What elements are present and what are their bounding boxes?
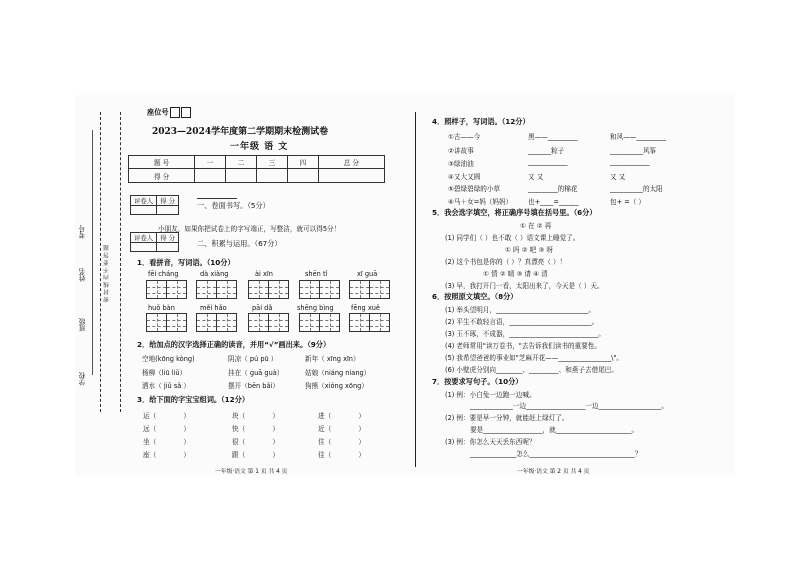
word-pattern-text: 也+ — [528, 198, 541, 206]
reading-choice[interactable]: 狗熊（xiónɡ xōnɡ） — [305, 382, 368, 390]
reading-choice[interactable]: 挂在（ ɡuā ɡuà） — [228, 369, 284, 377]
recite-line[interactable]: (3) 玉不琢，不成器，___________________________。 — [445, 330, 605, 338]
word-building-row[interactable]: 坐（ ） — [143, 438, 191, 446]
binding-number: 考号 — [79, 225, 87, 239]
writing-box[interactable] — [146, 313, 167, 332]
pinyin-label: fēnɡ xuě — [351, 304, 380, 312]
writing-box[interactable] — [166, 313, 187, 332]
word-pattern[interactable]: 又 又 — [528, 173, 544, 181]
sentence-word: 一边 — [585, 402, 599, 410]
question-1: 1．看拼音，写词语。（10分） — [137, 258, 235, 267]
blank-line[interactable]: ____________ — [528, 158, 568, 166]
writing-box[interactable] — [299, 280, 320, 299]
writing-box[interactable] — [268, 313, 289, 332]
page-footer-right: 一年级·语文 第 2 页 共 4 页 — [517, 469, 590, 475]
sentence-blank[interactable]: ______________怎么________________________________？ — [470, 450, 642, 458]
word-char: 远 — [143, 425, 150, 433]
section-2-title: 二、积累与运用。（67分） — [197, 239, 282, 248]
writing-box[interactable] — [349, 313, 370, 332]
grader-score-label: 得 分 — [157, 196, 179, 206]
writing-box[interactable] — [369, 313, 390, 332]
writing-box[interactable] — [299, 313, 320, 332]
word-char: 块 — [232, 412, 239, 420]
score-cell[interactable] — [287, 169, 318, 183]
seat-box — [181, 107, 191, 118]
binding-warning: 密 封 线 内 不 要 答 题 — [104, 245, 110, 303]
example-sentence: (2) 例：要是早一分钟，就能赶上绿灯了。 — [445, 414, 569, 422]
reading-choice[interactable]: 杨柳（liū liǔ） — [142, 369, 187, 377]
score-row-label: 得 分 — [129, 169, 195, 183]
choice-options: ① 在 ② 再 — [520, 222, 552, 230]
page-divider — [415, 112, 416, 467]
sentence-word: 怎么 — [516, 450, 530, 458]
binding-fill-line-1 — [92, 130, 93, 375]
example-sentence: (1) 例：小白兔一边跑一边喊。 — [445, 391, 536, 399]
word-char: 近 — [318, 425, 325, 433]
word-char: 往 — [318, 451, 325, 459]
fill-sentence[interactable]: (3) 早，我打开门一看，太阳出来了，今天是（ ）天。 — [445, 282, 604, 290]
word-pattern[interactable]: 和风——_________ — [610, 133, 667, 141]
word-char: 坐 — [143, 438, 150, 446]
grader-cell[interactable] — [157, 243, 179, 252]
word-pattern: ②讲故事 — [448, 147, 474, 155]
recite-text: (3) 玉不琢，不成器， — [445, 330, 510, 338]
word-pattern[interactable]: 黑——_________ — [528, 133, 578, 141]
recite-line[interactable]: (5) 我希望爸爸的事业如"芝麻开花——________________\"。 — [445, 354, 623, 362]
pinyin-label: shēn tǐ — [305, 270, 328, 278]
binding-school: 学校 — [79, 372, 87, 386]
blank-line[interactable]: ____________ — [610, 158, 650, 166]
word-char: 进 — [318, 412, 325, 420]
writing-box[interactable] — [166, 280, 187, 299]
recite-text: (2) 平生不敢轻言语， — [445, 318, 510, 326]
writing-box[interactable] — [146, 280, 167, 299]
word-pattern[interactable]: __________的太阳 — [610, 185, 663, 193]
word-building-row[interactable]: 住（ ） — [318, 438, 366, 446]
pinyin-label: xī ɡuā — [357, 270, 378, 278]
recite-line[interactable]: (2) 平生不敢轻言语，_________________________。 — [445, 318, 599, 326]
writing-box[interactable] — [248, 280, 269, 299]
word-pattern-text: 粽子 — [551, 147, 565, 155]
word-pattern: ⑥马＋女=妈（妈妈） — [448, 198, 513, 206]
sentence-blank[interactable]: _____________一边__________________一边___________________。 — [470, 402, 668, 410]
reading-choice[interactable]: 姑娘（niánɡ nianɡ） — [305, 369, 371, 377]
grader-cell[interactable] — [131, 243, 157, 252]
pinyin-label: měi hǎo — [200, 304, 227, 312]
word-char: 快 — [232, 425, 239, 433]
pinyin-label: ài xīn — [255, 270, 273, 278]
word-pattern[interactable]: 又 又 — [610, 173, 626, 181]
seat-number — [147, 107, 191, 118]
word-pattern[interactable]: _______粽子 — [528, 147, 565, 155]
word-building-row[interactable]: 跟（ ） — [232, 451, 280, 459]
word-pattern[interactable]: 也+____=______ — [528, 198, 579, 206]
word-building-row[interactable]: 远（ ） — [143, 425, 191, 433]
fill-sentence[interactable]: (1) 同学们（ ）也不敢（ ）语文课上睡觉了。 — [445, 234, 580, 242]
word-pattern[interactable]: 包+ =（ ） — [610, 198, 646, 206]
word-char: 运 — [143, 412, 150, 420]
seat-label: 座位号 — [147, 107, 169, 117]
word-char: 跟 — [232, 451, 239, 459]
grader-cell[interactable] — [157, 206, 179, 215]
sentence-word: 一边 — [512, 402, 527, 410]
grader-cell[interactable] — [131, 206, 157, 215]
sentence-word: 要是 — [470, 426, 484, 434]
recite-text: 和燕子去借尾巴。 — [565, 366, 618, 374]
section-1-title: 一、卷面书写。（5分） — [197, 201, 270, 210]
writing-box[interactable] — [369, 280, 390, 299]
score-header-cell: 总 分 — [318, 156, 384, 169]
pinyin-label: huǒ bàn — [148, 304, 175, 312]
word-pattern[interactable]: _________的棉花 — [528, 185, 578, 193]
binding-dash-line-1 — [100, 112, 101, 412]
word-pattern: ③绿油油 — [448, 160, 474, 168]
writing-box[interactable] — [216, 280, 237, 299]
section-1-rule — [197, 198, 237, 199]
pinyin-label: fēi chánɡ — [148, 270, 179, 278]
recite-text: (6) 小壁虎分别向 — [445, 366, 496, 374]
word-building-row[interactable]: 座（ ） — [143, 451, 191, 459]
score-cell[interactable] — [256, 169, 287, 183]
recite-line[interactable]: (4) 老师常用"读万卷书，"去告诉我们读书的重要性。 — [445, 342, 601, 350]
score-header-cell: 三 — [256, 156, 287, 169]
binding-class: 班级 — [79, 318, 87, 332]
reading-choice[interactable]: 空地(kōnɡ kònɡ) — [142, 355, 195, 363]
word-pattern-text: 风筝 — [642, 147, 657, 155]
writing-box[interactable] — [216, 313, 237, 332]
page-footer-left: 一年级·语文 第 1 页 共 4 页 — [215, 469, 288, 475]
pinyin-label: dà xiànɡ — [200, 270, 229, 278]
binding-name: 姓名 — [79, 268, 87, 282]
seat-box — [170, 107, 180, 118]
recite-text: (5) 我希望爸爸的事业如"芝麻开花—— — [445, 354, 559, 362]
question-4: 4．照样子，写词语。（12分） — [432, 117, 530, 126]
grader-label: 评卷人 — [131, 196, 157, 206]
word-pattern-text: 和风—— — [610, 133, 637, 141]
word-pattern: ④又大又圆 — [448, 173, 481, 181]
score-header-cell: 一 — [195, 156, 226, 169]
question-2: 2．给加点的汉字选择正确的读音，并用“√”画出来。（9分） — [137, 340, 331, 349]
word-building-row[interactable]: 进（ ） — [318, 412, 366, 420]
recite-line[interactable]: (1) 举头望明月，____________________________。 — [445, 306, 595, 314]
reading-choice[interactable]: 新年（ xīnɡ xīn） — [305, 355, 360, 363]
word-building-row[interactable]: 快（ ） — [232, 425, 280, 433]
grader-score-label: 得 分 — [157, 233, 179, 243]
question-7: 7．按要求写句子。（10分） — [432, 377, 523, 386]
word-building-row[interactable]: 往（ ） — [318, 451, 366, 459]
word-building-row[interactable]: 近（ ） — [318, 425, 366, 433]
score-cell[interactable] — [318, 169, 384, 183]
reading-choice[interactable]: 阴凉（ pú pū ） — [228, 355, 278, 363]
grader-label: 评卷人 — [131, 233, 157, 243]
word-pattern-text: 的太阳 — [642, 185, 663, 193]
recite-text: (1) 举头望明月， — [445, 306, 496, 314]
reading-choice[interactable]: 洒水（ jiǔ sǎ ） — [142, 382, 190, 390]
word-pattern-text: 黑—— — [528, 133, 548, 141]
score-table — [128, 155, 385, 183]
grader-box-2 — [130, 232, 179, 252]
sentence-word: ，就 — [542, 426, 556, 434]
sentence-blank[interactable]: 要是__________________，就_______________________。 — [470, 426, 639, 434]
score-header-cell: 题 号 — [129, 156, 195, 169]
binding-dash-line-2 — [120, 112, 121, 412]
word-char: 很 — [232, 438, 239, 446]
word-char: 座 — [143, 451, 150, 459]
word-pattern: ①古——今 — [448, 133, 481, 141]
word-building-row[interactable]: 很（ ） — [232, 438, 280, 446]
pinyin-label: shēnɡ bìnɡ — [297, 304, 334, 312]
word-building-row[interactable]: 块（ ） — [232, 412, 280, 420]
fill-sentence[interactable]: (2) 这个书包是你的（ ）？真漂亮（ ）！ — [445, 258, 567, 266]
word-pattern: ⑤碧绿碧绿的小草 — [448, 185, 501, 193]
writing-box[interactable] — [349, 280, 370, 299]
example-sentence: (3) 例：你怎么天天丢东西呢？ — [445, 438, 536, 446]
choice-options: ① 吗 ② 吧 ③ 呀 — [505, 246, 553, 254]
score-header-cell: 二 — [226, 156, 257, 169]
pinyin-label: pāi dǎ — [252, 304, 273, 312]
word-pattern[interactable]: __________风筝 — [610, 147, 657, 155]
question-6: 6．按照原文填空。（8分） — [432, 292, 518, 301]
word-pattern-text: 的棉花 — [557, 185, 578, 193]
grader-box-1 — [130, 195, 179, 215]
question-5: 5．我会选字填空，将正确序号填在括号里。（6分） — [432, 208, 597, 217]
word-char: 住 — [318, 438, 325, 446]
score-cell[interactable] — [226, 169, 257, 183]
reading-choice[interactable]: 摆开（bēn bǎi） — [228, 382, 279, 390]
exam-title: 2023—2024学年度第二学期期末检测试卷 — [152, 127, 329, 137]
recite-line[interactable]: (6) 小壁虎分别向________、_________、和燕子去借尾巴。 — [445, 366, 618, 374]
writing-box[interactable] — [248, 313, 269, 332]
writing-box[interactable] — [319, 280, 340, 299]
writing-box[interactable] — [268, 280, 289, 299]
question-3: 3．给下面的字宝宝组词。（12分） — [137, 395, 250, 404]
score-cell[interactable] — [195, 169, 226, 183]
writing-box[interactable] — [319, 313, 340, 332]
score-header-cell: 四 — [287, 156, 318, 169]
choice-options: ① 情 ② 晴 ③ 请 ④ 清 — [483, 270, 548, 278]
writing-box[interactable] — [196, 280, 217, 299]
exam-subtitle: 一年级 语 文 — [230, 142, 289, 152]
word-building-row[interactable]: 运（ ） — [143, 412, 191, 420]
section-1-note: 小朋友，如果你把试卷上的字写端正，写整洁，就可以得5分！ — [158, 225, 341, 233]
writing-box[interactable] — [196, 313, 217, 332]
